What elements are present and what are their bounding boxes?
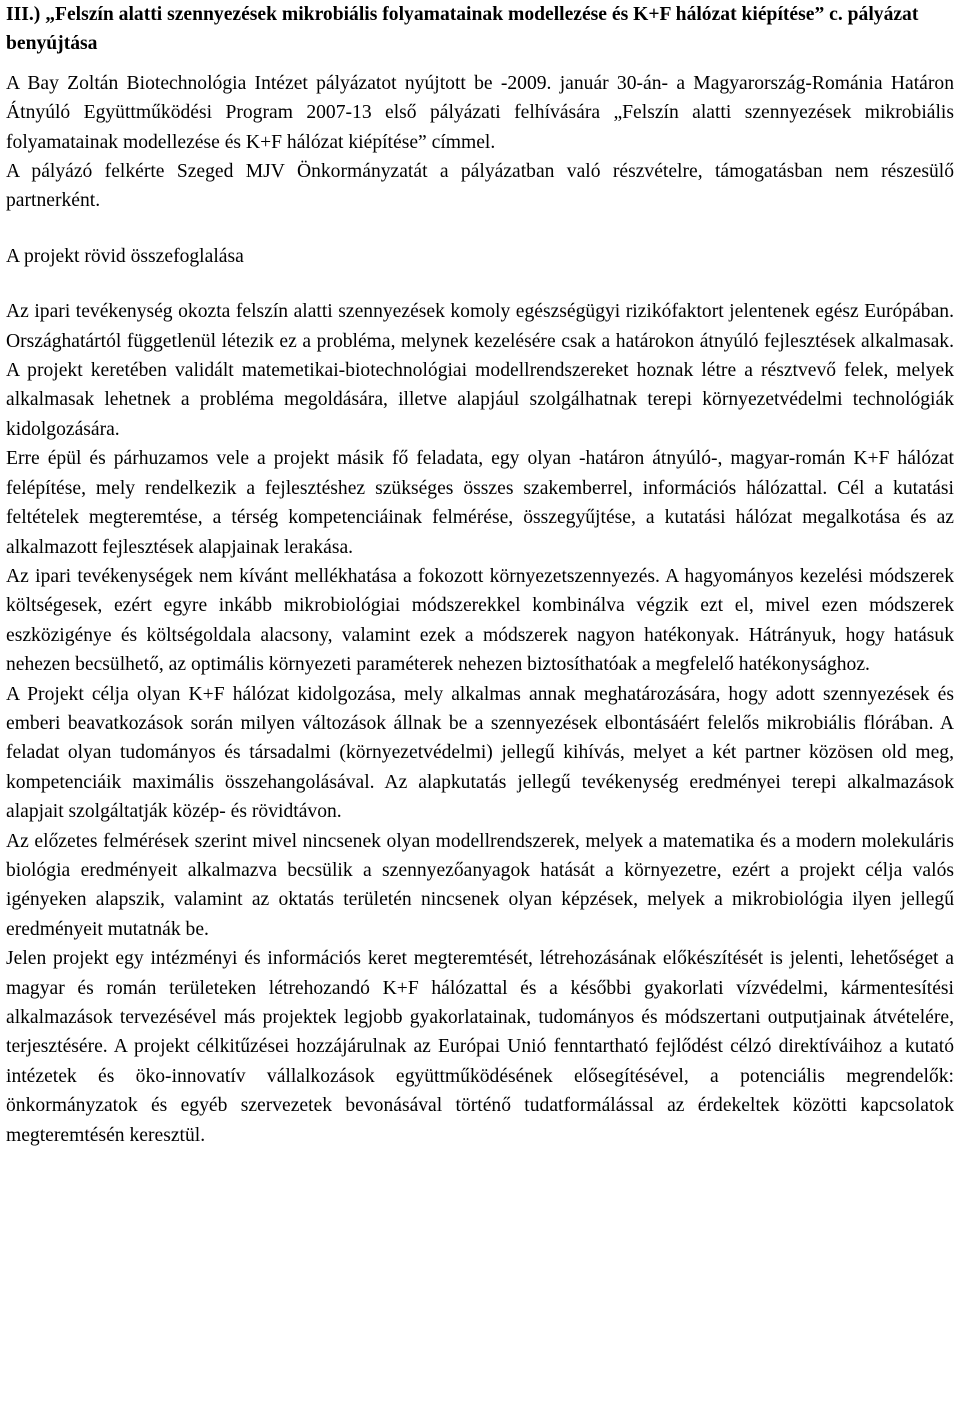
summary-paragraph-5: Az előzetes felmérések szerint mivel nincsenek olyan modellrendszerek, melyek a matematika és a modern molekuláris biológia eredményeit alkalmazva becsülik a szennyezőanyagok hatását a környezetre, ezért a projekt célja valós igényeken alapszik, valamint az oktatás területén nincsenek olyan képzések, melyek a mikrobiológia ilyen jellegű eredményeit mutatnák be.: [6, 830, 954, 940]
summary-paragraph-1: Az ipari tevékenység okozta felszín alatti szennyezések komoly egészségügyi rizikófaktort jelentenek egész Európában. Országhatártól függetlenül létezik ez a probléma, melynek kezelésére csak a határokon átnyúló fejlesztések alkalmasak. A projekt keretében validált matemetikai-biotechnológiai modellrendszereket hoznak létre a résztvevő felek, melyek alkalmasak lehetnek a probléma megoldására, illetve alapjául szolgálhatnak terepi környezetvédelmi technológiák kidolgozására.: [6, 301, 954, 440]
summary-paragraph-4: A Projekt célja olyan K+F hálózat kidolgozása, mely alkalmas annak meghatározására, hogy adott szennyezések és emberi beavatkozások során milyen változások állnak be a szennyezések elbontásáért felelős mikrobiális flórában. A feladat olyan tudományos és társadalmi (környezetvédelmi) jellegű kihívás, melyet a két partner közösen old meg, kompetenciáik maximális összehangolásával. Az alapkutatás jellegű tevékenység eredményei terepi alkalmazások alapjait szolgáltatják közép- és rövidtávon.: [6, 683, 954, 823]
intro-paragraph-1: A Bay Zoltán Biotechnológia Intézet pályázatot nyújtott be -2009. január 30-án- a Magyarország-Románia Határon Átnyúló Együttműködési Program 2007-13 első pályázati felhívására „Felszín alatti szennyezések mikrobiális folyamatainak modellezése és K+F hálózat kiépítése” címmel.: [6, 72, 954, 153]
intro-paragraph-2: A pályázó felkérte Szeged MJV Önkormányzatát a pályázatban való részvételre, támogatásban nem részesülő partnerként.: [6, 161, 954, 212]
summary-paragraph-6: Jelen projekt egy intézményi és információs keret megteremtését, létrehozásának előkészítését is jelenti, lehetőséget a magyar és román területeken létrehozandó K+F hálózattal és a későbbi gyakorlati vízvédelmi, kármentesítési alkalmazások tervezésével más projektek legjobb gyakorlatainak, tudományos és módszertani outputjainak átvételére, terjesztésére. A projekt célkitűzései hozzájárulnak az Európai Unió fenntartható fejlődést célzó direktíváihoz a kutató intézetek és öko-innovatív vállalkozások együttműködésének elősegítésével, a potenciális megrendelők: önkormányzatok és egyéb szervezetek bevonásával történő tudatformálással az érdekeltek közötti kapcsolatok megteremtésén keresztül.: [6, 948, 954, 1146]
spacer: [6, 59, 954, 69]
section-heading: III.) „Felszín alatti szennyezések mikrobiális folyamatainak modellezése és K+F hálózat kiépítése” c. pályázat benyújtása: [6, 4, 919, 55]
summary-paragraph-2: Erre épül és párhuzamos vele a projekt másik fő feladata, egy olyan -határon átnyúló-, magyar-román K+F hálózat felépítése, mely rendelkezik a fejlesztéshez szükséges összes szakemberrel, információs hálózattal. Cél a kutatási feltételek megteremtése, a térség kompetenciáinak felmérése, összegyűjtése, a kutatási hálózat megalkotása és az alkalmazott fejlesztések alapjainak lerakása.: [6, 448, 954, 558]
summary-paragraph-3: Az ipari tevékenységek nem kívánt mellékhatása a fokozott környezetszennyezés. A hagyományos kezelési módszerek költségesek, ezért egyre inkább mikrobiológiai módszerekkel kombinálva végzik ezt el, mivel ezen módszerek eszközigénye és költségoldala alacsony, valamint ezek a módszerek nagyon hatékonyak. Hátrányuk, hogy hatásuk nehezen becsülhető, az optimális környezeti paraméterek nehezen biztosíthatóak a megfelelő hatékonysághoz.: [6, 565, 954, 676]
spacer: [6, 216, 954, 242]
summary-title: A projekt rövid összefoglalása: [6, 245, 244, 267]
spacer: [6, 271, 954, 297]
